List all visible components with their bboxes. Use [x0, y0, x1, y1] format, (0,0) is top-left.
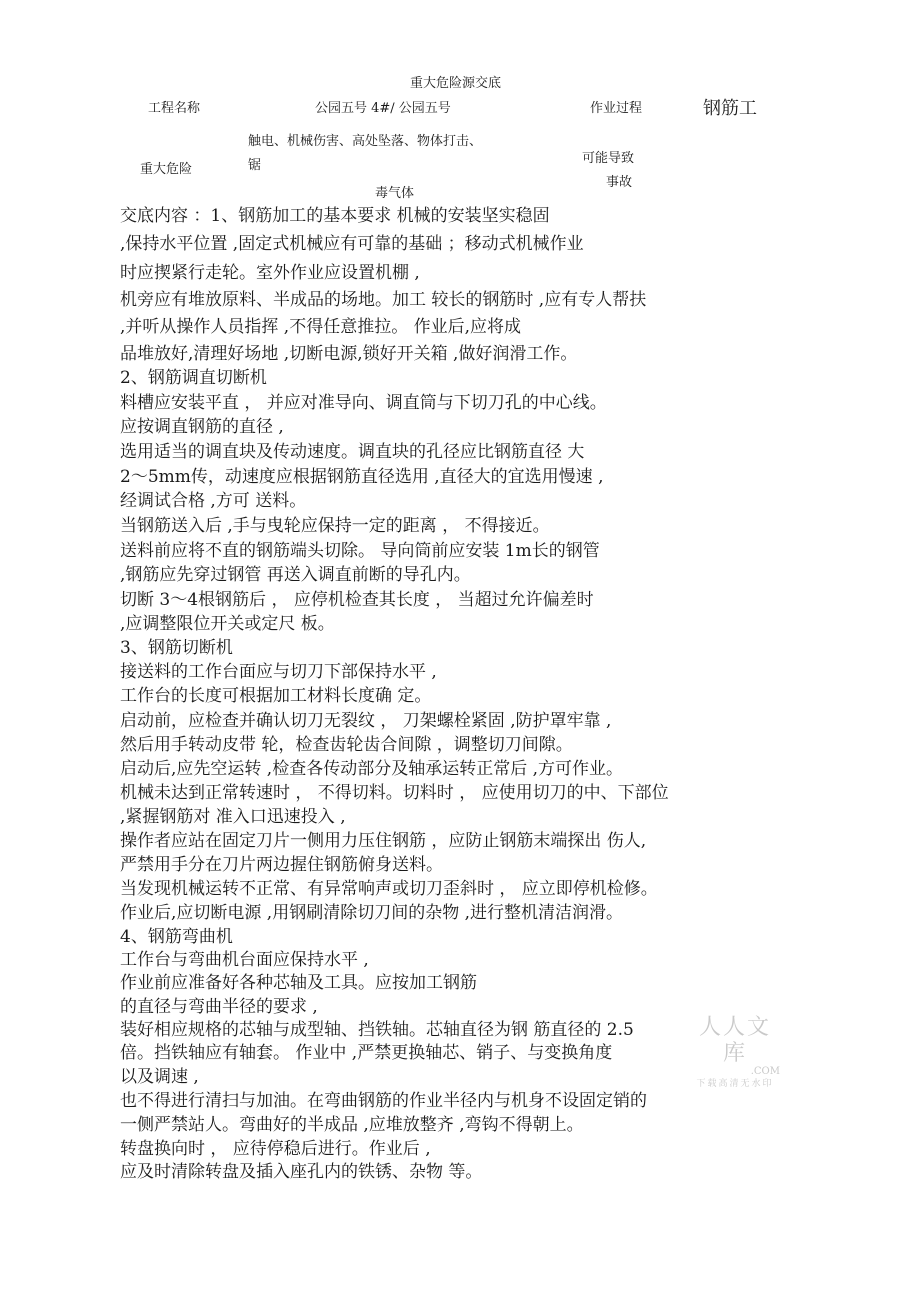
body-line: 转盘换向时 ， 应待停稳后进行。作业后 , — [120, 1139, 431, 1159]
watermark-domain: .COM — [750, 1066, 780, 1077]
section-heading: 3、钢筋切断机 — [120, 638, 233, 658]
body-line: 品堆放好,清理好场地 ,切断电源,锁好开关箱 ,做好润滑工作。 — [120, 344, 578, 364]
body-line: 倍。挡铁轴应有轴套。 作业中 ,严禁更换轴芯、销子、与变换角度 — [120, 1043, 613, 1063]
work-process-value: 钢筋工 — [703, 98, 757, 119]
major-hazard-label: 重大危险 — [140, 162, 193, 177]
watermark-slogan: 下载高清无水印 — [696, 1079, 774, 1089]
body-line: 机旁应有堆放原料、半成品的场地。加工 较长的钢筋时 ,应有专人帮扶 — [120, 290, 647, 310]
body-line: 机械未达到正常转速时 ， 不得切料。切料时 ， 应使用切刀的中、下部位 — [120, 783, 669, 803]
watermark-brand: 人人文库 — [698, 1015, 771, 1066]
body-line: 2～5mm传，动速度应根据钢筋直径选用 ,直径大的宜选用慢速 , — [120, 467, 604, 487]
body-line: 以及调速 , — [120, 1067, 199, 1087]
body-line: 严禁用手分在刀片两边握住钢筋俯身送料。 — [120, 855, 443, 875]
body-line: 交底内容 ：1、钢筋加工的基本要求 机械的安装坚实稳固 — [120, 206, 550, 226]
body-line: 经调试合格 ,方可 送料。 — [120, 491, 307, 511]
project-name-value: 公园五号 4#/ 公园五号 — [315, 101, 451, 116]
body-line: 操作者应站在固定刀片一侧用力压住钢筋 ，应防止钢筋末端探出 伤人, — [120, 831, 647, 851]
possible-accident-label-line2: 事故 — [606, 175, 633, 190]
body-line: 应及时清除转盘及插入座孔内的铁锈、杂物 等。 — [120, 1162, 483, 1182]
body-line: 一侧严禁站人。弯曲好的半成品 ,应堆放整齐 ,弯钩不得朝上。 — [120, 1115, 584, 1135]
document-title: 重大危险源交底 — [410, 76, 502, 91]
section-heading: 4、钢筋弯曲机 — [120, 927, 233, 947]
work-process-label: 作业过程 — [590, 101, 643, 116]
body-line: ,应调整限位开关或定尺 板。 — [120, 614, 335, 634]
hazard-value-line1: 触电、机械伤害、高处坠落、物体打击、 — [248, 134, 483, 149]
body-line: 工作台与弯曲机台面应保持水平 , — [120, 950, 369, 970]
body-line: ,并听从操作人员指挥 ,不得任意推拉。 作业后,应将成 — [120, 317, 522, 337]
body-line: ,保持水平位置 ,固定式机械应有可靠的基础 ；移动式机械作业 — [120, 234, 584, 254]
body-line: 工作台的长度可根据加工材料长度确 定。 — [120, 686, 432, 706]
body-line: 送料前应将不直的钢筋端头切除。 导向筒前应安装 1m长的钢管 — [120, 541, 600, 561]
body-line: ,紧握钢筋对 准入口迅速投入 , — [120, 807, 346, 827]
watermark-logo — [690, 1015, 780, 1091]
body-line: 的直径与弯曲半径的要求 , — [120, 997, 318, 1017]
body-line: 当发现机械运转不正常、有异常响声或切刀歪斜时 ， 应立即停机检修。 — [120, 879, 658, 899]
body-line: 料槽应安装平直 ， 并应对准导向、调直筒与下切刀孔的中心线。 — [120, 393, 607, 413]
body-line: 作业后,应切断电源 ,用钢刷清除切刀间的杂物 ,进行整机清洁润滑。 — [120, 903, 624, 923]
project-name-label: 工程名称 — [148, 101, 201, 116]
body-line: 切断 3～4根钢筋后 ， 应停机检查其长度 ， 当超过允许偏差时 — [120, 590, 594, 610]
body-line: 当钢筋送入后 ,手与曳轮应保持一定的距离 ， 不得接近。 — [120, 516, 550, 536]
possible-accident-label-line1: 可能导致 — [582, 151, 635, 166]
body-line: 选用适当的调直块及传动速度。调直块的孔径应比钢筋直径 大 — [120, 442, 585, 462]
hazard-value-line3: 毒气体 — [375, 186, 415, 201]
body-line: 时应揳紧行走轮。室外作业应设置机棚 , — [120, 263, 420, 283]
body-line: 应按调直钢筋的直径 , — [120, 417, 284, 437]
body-line: 也不得进行清扫与加油。在弯曲钢筋的作业半径内与机身不设固定销的 — [120, 1091, 647, 1111]
body-line: 启动前，应检查并确认切刀无裂纹 ， 刀架螺栓紧固 ,防护罩牢靠 , — [120, 711, 612, 731]
body-line: 接送料的工作台面应与切刀下部保持水平 , — [120, 662, 437, 682]
section-heading: 2、钢筋调直切断机 — [120, 368, 267, 388]
hazard-value-line2: 锯 — [248, 158, 262, 173]
body-line: 作业前应准备好各种芯轴及工具。应按加工钢筋 — [120, 973, 477, 993]
body-line: 装好相应规格的芯轴与成型轴、挡铁轴。芯轴直径为钢 筋直径的 2.5 — [120, 1020, 634, 1040]
body-line: 启动后,应先空运转 ,检查各传动部分及轴承运转正常后 ,方可作业。 — [120, 759, 624, 779]
body-line: 然后用手转动皮带 轮，检查齿轮齿合间隙 ，调整切刀间隙。 — [120, 735, 573, 755]
body-line: ,钢筋应先穿过钢管 再送入调直前断的导孔内。 — [120, 565, 471, 585]
